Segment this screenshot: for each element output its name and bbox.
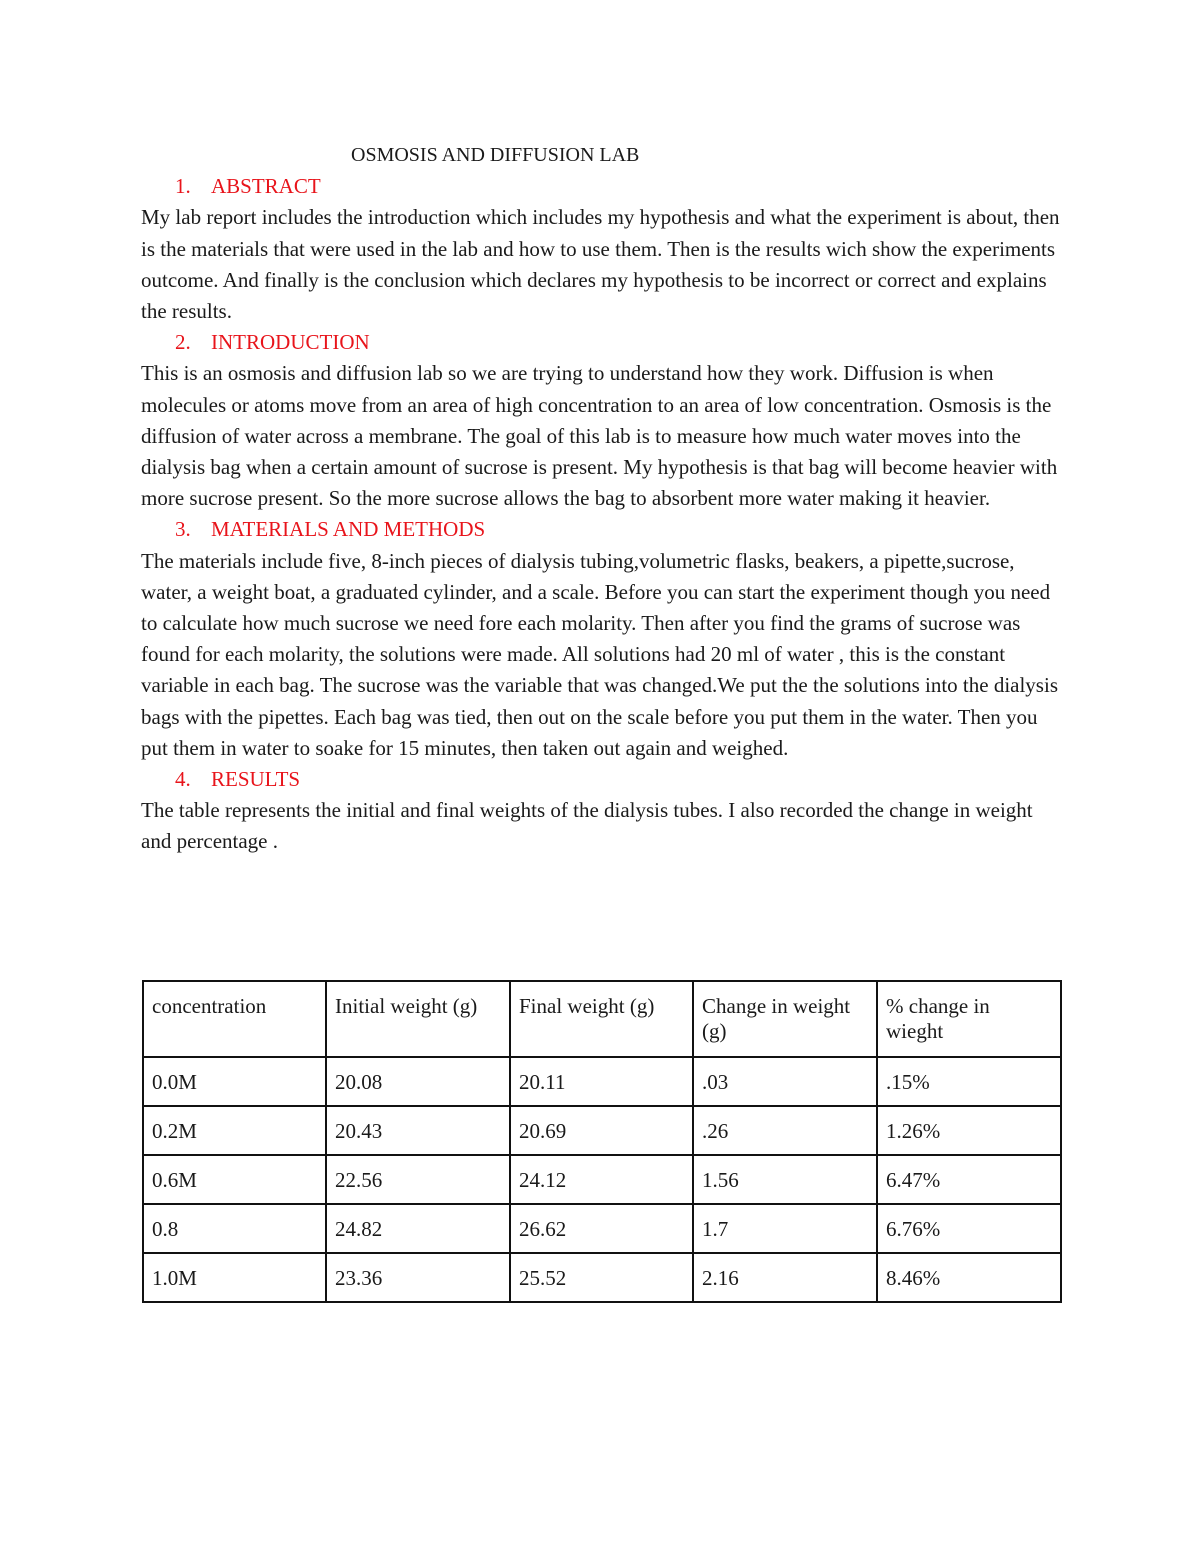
table-cell: 1.26% [877, 1106, 1061, 1155]
table-header-cell: Initial weight (g) [326, 981, 510, 1057]
section-heading-introduction [175, 327, 1061, 358]
table-cell: 0.6M [143, 1155, 326, 1204]
materials-paragraph: The materials include five, 8-inch pieces of dialysis tubing,volumetric flasks, beakers, a pipette,sucrose, water, a weight boat, a graduated cylinder, and a scale. Before you can start the experiment though you need to calculate how much sucrose we need fore each molarity. Then after you find the grams of sucrose was found for each molarity, the solutions were made. All solutions had 20 ml of water , this is the constant variable in each bag. The sucrose was the variable that was changed.We put the the solutions into the dialysis bags with the pipettes. Each bag was tied, then out on the scale before you put them in the water. Then you put them in water to soake for 15 minutes, then taken out again and weighed. [141, 548, 1058, 760]
table-cell: 1.7 [693, 1204, 877, 1253]
table-cell: 1.0M [143, 1253, 326, 1302]
document-body [141, 140, 1061, 858]
table-cell: 24.82 [326, 1204, 510, 1253]
table-header-cell: Final weight (g) [510, 981, 693, 1057]
document-title: OSMOSIS AND DIFFUSION LAB [351, 144, 640, 166]
table-cell: .15% [877, 1057, 1061, 1106]
section-number: 4. [175, 767, 191, 792]
table-cell: 23.36 [326, 1253, 510, 1302]
table-cell: 0.8 [143, 1204, 326, 1253]
section-number: 3. [175, 517, 191, 542]
section-number: 2. [175, 330, 191, 355]
abstract-paragraph: My lab report includes the introduction which includes my hypothesis and what the experiment is about, then is the materials that were used in the lab and how to use them. Then is the results wich show the experiments outcome. And finally is the conclusion which declares my hypothesis to be incorrect or correct and explains the results. [141, 205, 1060, 324]
table-cell: 20.43 [326, 1106, 510, 1155]
introduction-paragraph: This is an osmosis and diffusion lab so we are trying to understand how they work. Diffusion is when molecules or atoms move from an area of high concentration to an area of low concentration. Osmosis is the diffusion of water across a membrane. The goal of this lab is to measure how much water moves into the dialysis bag when a certain amount of sucrose is present. My hypothesis is that bag will become heavier with more sucrose present. So the more sucrose allows the bag to absorbent more water making it heavier. [141, 361, 1058, 511]
section-heading-results [175, 764, 1061, 795]
table-cell: 22.56 [326, 1155, 510, 1204]
table-header-cell: concentration [143, 981, 326, 1057]
table-cell: 8.46% [877, 1253, 1061, 1302]
section-heading-label: INTRODUCTION [211, 330, 370, 355]
table-cell: 26.62 [510, 1204, 693, 1253]
table-cell: 0.2M [143, 1106, 326, 1155]
table-header-cell: % change in wieght [877, 981, 1061, 1057]
section-heading-materials-and-methods [175, 514, 1061, 545]
table-cell: 20.08 [326, 1057, 510, 1106]
section-heading-label: RESULTS [211, 767, 301, 792]
table-row [143, 1155, 1061, 1204]
table-cell: 6.47% [877, 1155, 1061, 1204]
results-paragraph: The table represents the initial and final weights of the dialysis tubes. I also recorded the change in weight and percentage . [141, 798, 1033, 854]
section-heading-label: ABSTRACT [211, 174, 321, 199]
table-cell: 24.12 [510, 1155, 693, 1204]
table-cell: .03 [693, 1057, 877, 1106]
table-header-row [143, 981, 1061, 1057]
table-header-cell: Change in weight (g) [693, 981, 877, 1057]
table-row [143, 1057, 1061, 1106]
section-heading-label: MATERIALS AND METHODS [211, 517, 486, 542]
section-heading-abstract [175, 171, 1061, 202]
table-row [143, 1204, 1061, 1253]
table-cell: 0.0M [143, 1057, 326, 1106]
table-cell: 1.56 [693, 1155, 877, 1204]
table-row [143, 1253, 1061, 1302]
table-cell: 25.52 [510, 1253, 693, 1302]
table-cell: .26 [693, 1106, 877, 1155]
table-cell: 20.11 [510, 1057, 693, 1106]
table-cell: 6.76% [877, 1204, 1061, 1253]
table-row [143, 1106, 1061, 1155]
section-number: 1. [175, 174, 191, 199]
table-cell: 20.69 [510, 1106, 693, 1155]
table-cell: 2.16 [693, 1253, 877, 1302]
results-table [142, 980, 1062, 1303]
